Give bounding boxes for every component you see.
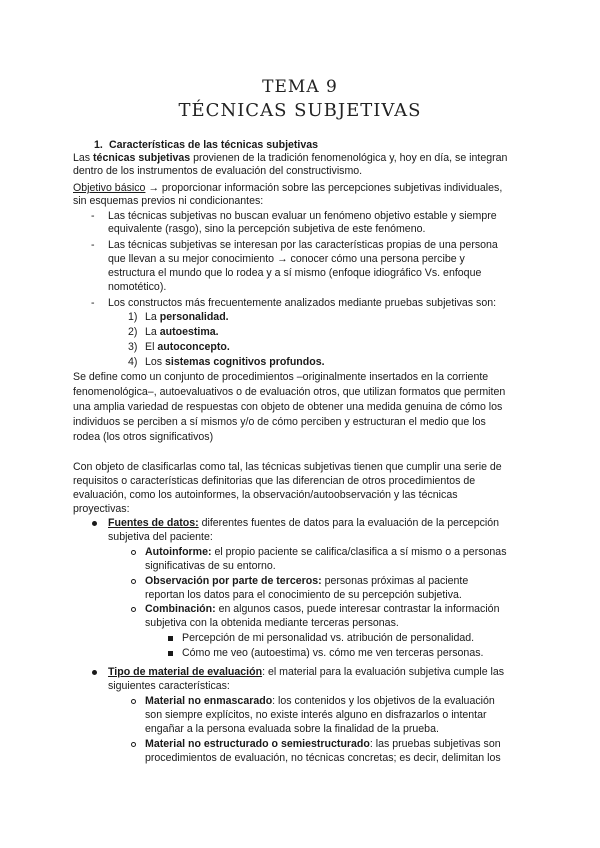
tema-title: TEMA 9 <box>262 77 338 97</box>
no-estructurado-line-1: Material no estructurado o semiestructurado: las pruebas subjetivas son <box>145 738 501 750</box>
page-title: TÉCNICAS SUBJETIVAS <box>178 100 422 121</box>
numbered-item: 2) <box>128 326 138 338</box>
intro-bold: técnicas subjetivas <box>93 152 191 164</box>
no-estructurado-line-2: procedimientos de evaluación, no técnicas concretas; es decir, delimitan los <box>145 752 501 764</box>
observacion-line-2: reportan los datos para el conocimiento de su percepción subjetiva. <box>145 589 462 601</box>
section-number: 1. <box>94 139 103 151</box>
def-line-3: una amplia variedad de respuestas con objeto de obtener una medida genuina de cómo los <box>73 401 503 413</box>
numbered-item: 3) <box>128 341 138 353</box>
fuentes-line-2: subjetiva del paciente: <box>108 531 213 543</box>
objetivo-line-1: Objetivo básico → proporcionar información sobre las percepciones subjetivas individuales, <box>73 182 503 194</box>
clasif-line-4: proyectivas: <box>73 503 130 515</box>
section-heading: Características de las técnicas subjetivas <box>109 139 319 151</box>
def-line-4: individuos se perciben a sí mismos y/o de cómo perciben y estructuran el medio que los <box>73 416 486 428</box>
square-item-1: Percepción de mi personalidad vs. atribución de personalidad. <box>182 632 475 644</box>
clasif-line-1: Con objeto de clasificarlas como tal, las técnicas subjetivas tienen que cumplir una serie de <box>73 461 502 473</box>
objetivo-label: Objetivo básico <box>73 182 146 194</box>
no-enmascarado-line-3: engañar a la persona evaluada sobre la finalidad de la prueba. <box>145 723 439 735</box>
def-line-1: Se define como un conjunto de procedimientos –originalmente insertados en la corriente <box>73 371 489 383</box>
bullet-dot <box>92 670 97 675</box>
dash-marker: - <box>91 297 95 309</box>
observacion-line-1: Observación por parte de terceros: personas próximas al paciente <box>145 575 469 587</box>
intro-line-2: dentro de los instrumentos de evaluación del constructivismo. <box>73 165 363 177</box>
autoinforme-line-2: significativas de su entorno. <box>145 560 276 572</box>
combinacion-line-2: subjetiva con la obtenida mediante terceras personas. <box>145 617 399 629</box>
bullet-circle <box>131 607 136 612</box>
material-label: Tipo de material de evaluación <box>108 666 263 678</box>
numbered-item-text: Los sistemas cognitivos profundos. <box>145 356 325 368</box>
dash-item-1-line-2: equivalente (rasgo), sino la percepción subjetiva de este fenómeno. <box>108 223 426 235</box>
dash-item-2-line-1: Las técnicas subjetivas se interesan por las características propias de una persona <box>108 239 498 251</box>
intro-line-1: Las técnicas subjetivas provienen de la tradición fenomenológica y, hoy en día, se integran <box>73 152 508 164</box>
bullet-circle <box>131 742 136 747</box>
no-enmascarado-line-1: Material no enmascarado: los contenidos y los objetivos de la evaluación <box>145 695 495 707</box>
bullet-circle <box>131 699 136 704</box>
bullet-square <box>168 636 173 641</box>
bullet-circle <box>131 579 136 584</box>
bullet-circle <box>131 550 136 555</box>
bullet-dot <box>92 521 97 526</box>
objetivo-line-2: sin esquemas previos ni condicionantes: <box>73 195 264 207</box>
autoinforme-line-1: Autoinforme: el propio paciente se califica/clasifica a sí mismo o a personas <box>145 546 507 558</box>
dash-item-1-line-1: Las técnicas subjetivas no buscan evaluar un fenómeno objetivo estable y siempre <box>108 210 497 222</box>
combinacion-line-1: Combinación: en algunos casos, puede interesar contrastar la información <box>145 603 500 615</box>
numbered-item: 1) <box>128 311 138 323</box>
dash-item-2-line-3: estructura el mundo que lo rodea y a sí mismo (enfoque idiográfico Vs. enfoque <box>108 267 482 279</box>
def-line-5: rodea (los otros significativos) <box>73 431 214 443</box>
fuentes-label: Fuentes de datos: <box>108 517 199 529</box>
material-line-1: Tipo de material de evaluación: el material para la evaluación subjetiva cumple las <box>108 666 505 678</box>
square-item-2: Cómo me veo (autoestima) vs. cómo me ven terceras personas. <box>182 647 484 659</box>
numbered-item-text: La personalidad. <box>145 311 229 323</box>
dash-marker: - <box>91 210 95 222</box>
bullet-square <box>168 651 173 656</box>
numbered-item: 4) <box>128 356 138 368</box>
fuentes-line-1: Fuentes de datos: diferentes fuentes de datos para la evaluación de la percepción <box>108 517 500 529</box>
dash-item-2-line-4: nomotético). <box>108 281 167 293</box>
numbered-item-text: El autoconcepto. <box>145 341 230 353</box>
clasif-line-2: requisitos o características definitorias que las diferencian de otros procedimientos de <box>73 475 476 487</box>
dash-item-2-line-2: que llevan a su mejor conocimiento → conocer cómo una persona percibe y <box>108 253 465 265</box>
dash-item-3-line-1: Los constructos más frecuentemente analizados mediante pruebas subjetivas son: <box>108 297 497 309</box>
no-enmascarado-line-2: son siempre explícitos, no existe interés alguno en disfrazarlos o intentar <box>145 709 487 721</box>
numbered-item-text: La autoestima. <box>145 326 219 338</box>
clasif-line-3: evaluación, como los autoinformes, la observación/autoobservación y las técnicas <box>73 489 458 501</box>
def-line-2: fenomenológica–, autoevaluativos o de evaluación otros, que utilizan formatos que permiten <box>73 386 506 398</box>
material-line-2: siguientes características: <box>108 680 230 692</box>
dash-marker: - <box>91 239 95 251</box>
